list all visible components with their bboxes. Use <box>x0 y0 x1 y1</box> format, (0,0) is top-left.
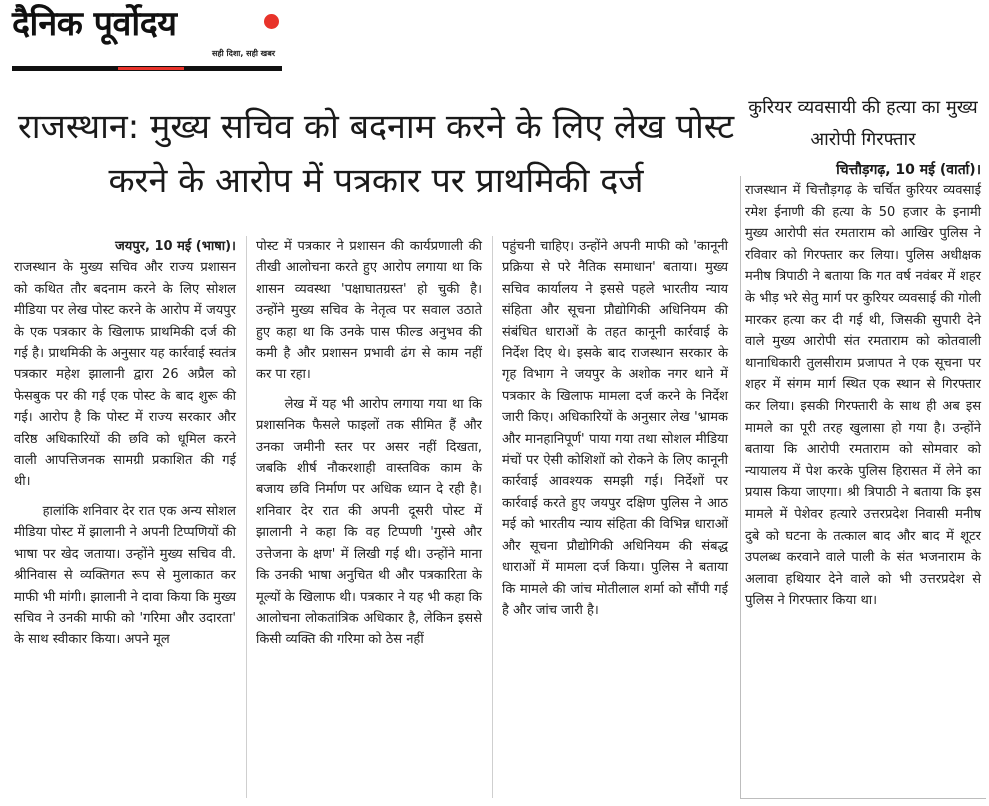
story-paragraph: लेख में यह भी आरोप लगाया गया था कि प्रशासनिक फैसले फाइलों तक सीमित हैं और उनका जमीनी स्तर पर असर नहीं दिखता, जबकि शीर्ष नौकरशाही वास्तविक काम के बजाय छवि निर्माण पर अधिक ध्यान दे रही है। शनिवार देर रात की अपनी दूसरी पोस्ट में झालानी ने कहा कि वह टिप्पणी 'गुस्से और उत्तेजना के क्षण' में लिखी गई थी। उन्होंने माना कि उनकी भाषा अनुचित थी और पत्रकारिता के मूल्यों के खिलाफ थी। पत्रकार ने यह भी कहा कि आलोचना लोकतांत्रिक अधिकार है, लेकिन इससे किसी व्यक्ति की गरिमा को ठेस नहीं <box>256 396 482 648</box>
main-dateline: जयपुर, 10 मई (भाषा)। <box>115 239 236 254</box>
story-paragraph: जयपुर, 10 मई (भाषा)। राजस्थान के मुख्य सचिव और राज्य प्रशासन को कथित तौर बदनाम करने के लिए सोशल मीडिया पर लेख पोस्ट करने के आरोप में जयपुर के एक पत्रकार के खिलाफ प्राथमिकी दर्ज की गई है। प्राथमिकी के अनुसार यह कार्रवाई स्वतंत्र पत्रकार महेश झालानी द्वारा 26 अप्रैल को फेसबुक पर की गई एक पोस्ट के बाद शुरू की गई। आरोप है कि पोस्ट में राज्य सरकार और वरिष्ठ अधिकारियों की छवि को धूमिल करने वाली आपत्तिजनक सामग्री प्रकाशित की गई थी। <box>14 236 236 493</box>
story-paragraph: पोस्ट में पत्रकार ने प्रशासन की कार्यप्रणाली की तीखी आलोचना करते हुए आरोप लगाया था कि शासन व्यवस्था 'पक्षाघातग्रस्त' हो चुकी है। उन्होंने मुख्य सचिव के नेतृत्व पर सवाल उठाते हुए कहा था कि उनके पास फील्ड अनुभव की कमी है और प्रशासन प्रभावी ढंग से काम नहीं कर पा रहा। <box>256 239 482 383</box>
side-story <box>745 92 981 612</box>
story-paragraph: पहुंचनी चाहिए। उन्होंने अपनी माफी को 'कानूनी प्रक्रिया से परे नैतिक समाधान' बताया। मुख्य सचिव कार्यालय ने इससे पहले भारतीय न्याय संहिता और सूचना प्रौद्योगिकी अधिनियम की संबंधित धाराओं के तहत कानूनी कार्रवाई के निर्देश दिए थे। इसके बाद राजस्थान सरकार के गृह विभाग ने जयपुर के अशोक नगर थाने में पत्रकार के खिलाफ मामला दर्ज करने के निर्देश जारी किए। अधिकारियों के अनुसार लेख 'भ्रामक और मानहानिपूर्ण' पाया गया तथा सोशल मीडिया मंचों पर ऐसी कोशिशों को रोकने के लिए कानूनी कार्रवाई आवश्यक समझी गई। निर्देशों पर कार्रवाई करते हुए जयपुर दक्षिण पुलिस ने आठ मई को भारतीय न्याय संहिता की विभिन्न धाराओं और सूचना प्रौद्योगिकी अधिनियम की संबद्ध धाराओं में मामला दर्ज किया। पुलिस ने बताया कि मामले की जांच मोतीलाल शर्मा को सौंपी गई है और जांच जारी है। <box>502 239 728 618</box>
side-story-body: राजस्थान में चित्तौड़गढ़ के चर्चित कुरियर व्यवसाई रमेश ईनाणी की हत्या के 50 हजार के इनामी मुख्य आरोपी संत रमताराम को आखिर पुलिस ने रविवार को गिरफ्तार कर लिया। पुलिस अधीक्षक मनीष त्रिपाठी ने बताया कि गत वर्ष नवंबर में शहर के भीड़ भरे सेतु मार्ग पर कुरियर व्यवसाई की गोली मारकर हत्या कर दी गई थी, जिसकी सुपारी देने वाले मुख्य आरोपी संत रमताराम को कोतवाली थानाधिकारी तुलसीराम प्रजापत ने एक सूचना पर शहर में संगम मार्ग स्थित एक स्थान से गिरफ्तार कर लिया। इसकी गिरफ्तारी के साथ ही अब इस मामले का पूरी तरह खुलासा हो गया है। उन्होंने बताया कि आरोपी रमताराम को सोमवार को न्यायालय में पेश करके पुलिस हिरासत में लेने का प्रयास किया जाएगा। श्री त्रिपाठी ने बताया कि इस मामले में पेशेवर हत्यारे उत्तरप्रदेश निवासी मनीष दुबे को घटना के तत्काल बाद और बाद में शूटर उपलब्ध करवाने वाले पाली के संत भजनाराम के अलावा हथियार देने वाले को भी उत्तरप्रदेश से पुलिस ने गिरफ्तार किया था। <box>745 183 981 609</box>
masthead-rule-accent <box>118 67 184 70</box>
main-story-column-3 <box>502 236 728 621</box>
main-story-column-1 <box>14 236 236 651</box>
side-headline: कुरियर व्यवसायी की हत्या का मुख्य आरोपी गिरफ्तार <box>748 97 978 150</box>
main-story-column-2 <box>256 236 482 651</box>
main-headline: राजस्थान: मुख्य सचिव को बदनाम करने के लिए लेख पोस्ट करने के आरोप में पत्रकार पर प्राथमिकी दर्ज <box>17 107 735 201</box>
masthead-title: दैनिक पूर्वोदय <box>12 4 177 44</box>
masthead <box>12 4 288 72</box>
masthead-tagline: सही दिशा, सही खबर <box>212 49 276 58</box>
column-divider <box>492 236 493 798</box>
column-divider <box>246 236 247 798</box>
masthead-dot-icon <box>264 14 279 29</box>
story-paragraph: हालांकि शनिवार देर रात एक अन्य सोशल मीडिया पोस्ट में झालानी ने अपनी टिप्पणियों की भाषा पर खेद जताया। उन्होंने मुख्य सचिव वी. श्रीनिवास से व्यक्तिगत रूप से मुलाकात कर माफी भी मांगी। झालानी ने दावा किया कि मुख्य सचिव ने उनकी माफी को 'गरिमा और उदारता' के साथ स्वीकार किया। अपने मूल <box>14 503 236 648</box>
side-dateline: चित्तौड़गढ़, 10 मई (वार्ता)। <box>836 162 981 178</box>
